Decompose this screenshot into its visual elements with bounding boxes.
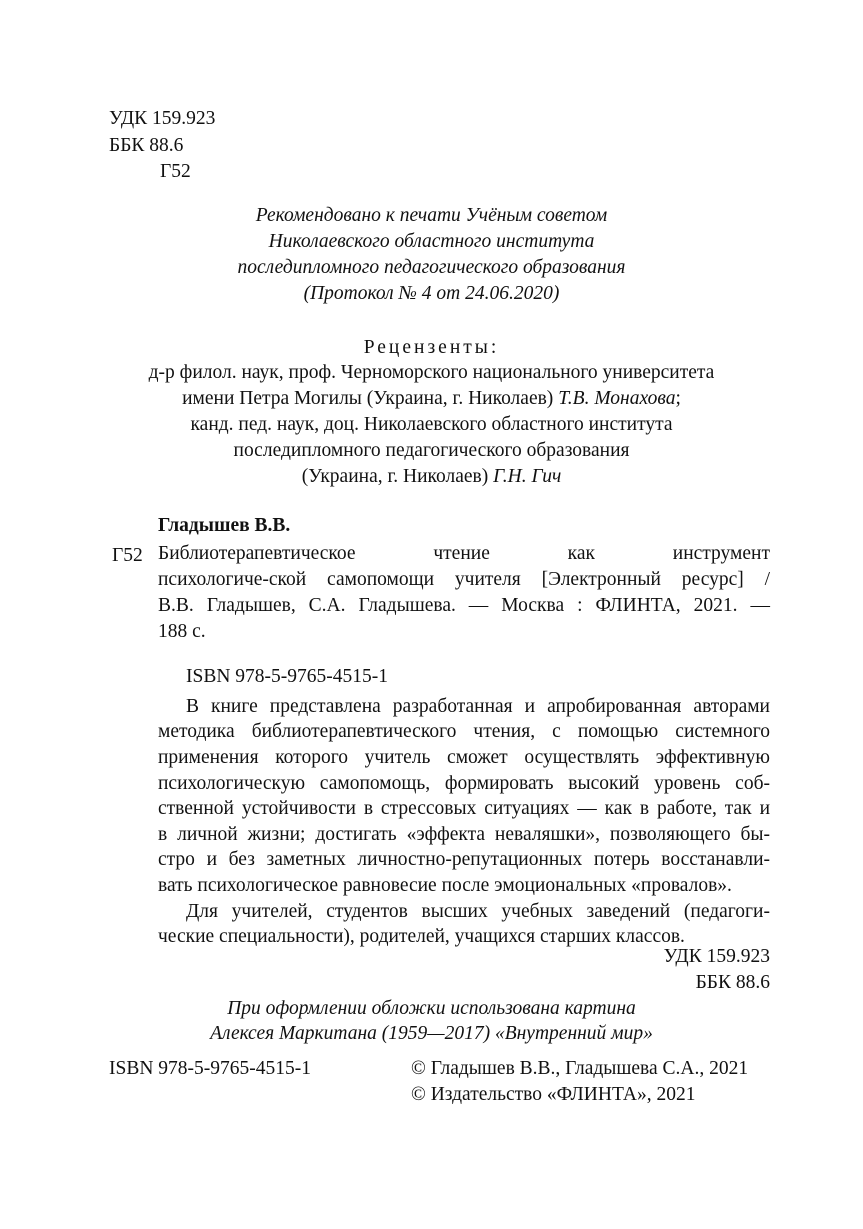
annotation-line: Для учителей, студентов высших учебных заведений (педагоги-	[186, 901, 770, 922]
copyright-authors: © Гладышев В.В., Гладышева С.А., 2021	[411, 1058, 749, 1079]
bbk-code: ББК 88.6	[109, 135, 184, 156]
annotation-line: вать психологическое равновесие после эмоциональных «провалов».	[158, 875, 732, 896]
annotation-line: стро и без заметных личностно-репутационных потерь восстанавли-	[158, 849, 770, 870]
udk-code: УДК 159.923	[109, 108, 216, 129]
reviewer-line: канд. пед. наук, доц. Николаевского областного института	[190, 414, 673, 435]
bibliographic-line: В.В. Гладышев, С.А. Гладышева. — Москва : ФЛИНТА, 2021. —	[158, 595, 770, 616]
reviewer-name: Т.В. Монахова	[558, 388, 676, 409]
bibliographic-line: Библиотерапевтическое чтение как инструмент	[158, 543, 770, 564]
footer-isbn: ISBN 978-5-9765-4515-1	[109, 1058, 312, 1079]
author-mark: Г52	[160, 161, 191, 182]
annotation-line: применения которого учитель сможет осуществлять эффективную	[158, 747, 770, 768]
recommendation-line: последипломного педагогического образования	[237, 257, 626, 278]
cover-note-line: При оформлении обложки использована картина	[227, 998, 636, 1019]
annotation-bbk: ББК 88.6	[695, 972, 770, 993]
reviewer-line: д-р филол. наук, проф. Черноморского национального университета	[148, 362, 715, 383]
reviewer-line	[0, 467, 863, 487]
cover-note-line: Алексея Маркитана (1959—2017) «Внутренний мир»	[210, 1023, 653, 1044]
reviewer-line	[0, 389, 863, 409]
reviewer-affiliation: (Украина, г. Николаев)	[301, 466, 494, 487]
isbn-entry: ISBN 978-5-9765-4515-1	[186, 666, 389, 687]
recommendation-line: Николаевского областного института	[268, 231, 595, 252]
bibliographic-line: психологиче-ской самопомощи учителя [Электронный ресурс] /	[158, 569, 770, 590]
recommendation-line: (Протокол № 4 от 24.06.2020)	[303, 283, 560, 304]
reviewers-heading: Рецензенты:	[363, 337, 500, 358]
reviewer-affiliation: имени Петра Могилы (Украина, г. Николаев)	[182, 388, 559, 409]
book-author: Гладышев В.В.	[158, 515, 291, 536]
reviewer-line: последипломного педагогического образования	[233, 440, 630, 461]
annotation-line: ческие специальности), родителей, учащихся старших классов.	[158, 926, 685, 947]
reviewer-punct: ;	[675, 388, 681, 409]
bibliographic-mark: Г52	[112, 545, 143, 566]
annotation-line: в личной жизни; достигать «эффекта неваляшки», позволяющего бы-	[158, 824, 770, 845]
annotation-line: методика библиотерапевтического чтения, с помощью системного	[158, 721, 770, 742]
annotation-line: психологическую самопомощь, формировать высокий уровень соб-	[158, 773, 770, 794]
annotation-line: В книге представлена разработанная и апробированная авторами	[186, 696, 770, 717]
recommendation-line: Рекомендовано к печати Учёным советом	[255, 205, 608, 226]
reviewer-name: Г.Н. Гич	[493, 466, 562, 487]
copyright-publisher: © Издательство «ФЛИНТА», 2021	[411, 1084, 696, 1105]
annotation-line: ственной устойчивости в стрессовых ситуациях — как в работе, так и	[158, 798, 770, 819]
bibliographic-line: 188 с.	[158, 621, 206, 642]
annotation-udk: УДК 159.923	[663, 946, 770, 967]
